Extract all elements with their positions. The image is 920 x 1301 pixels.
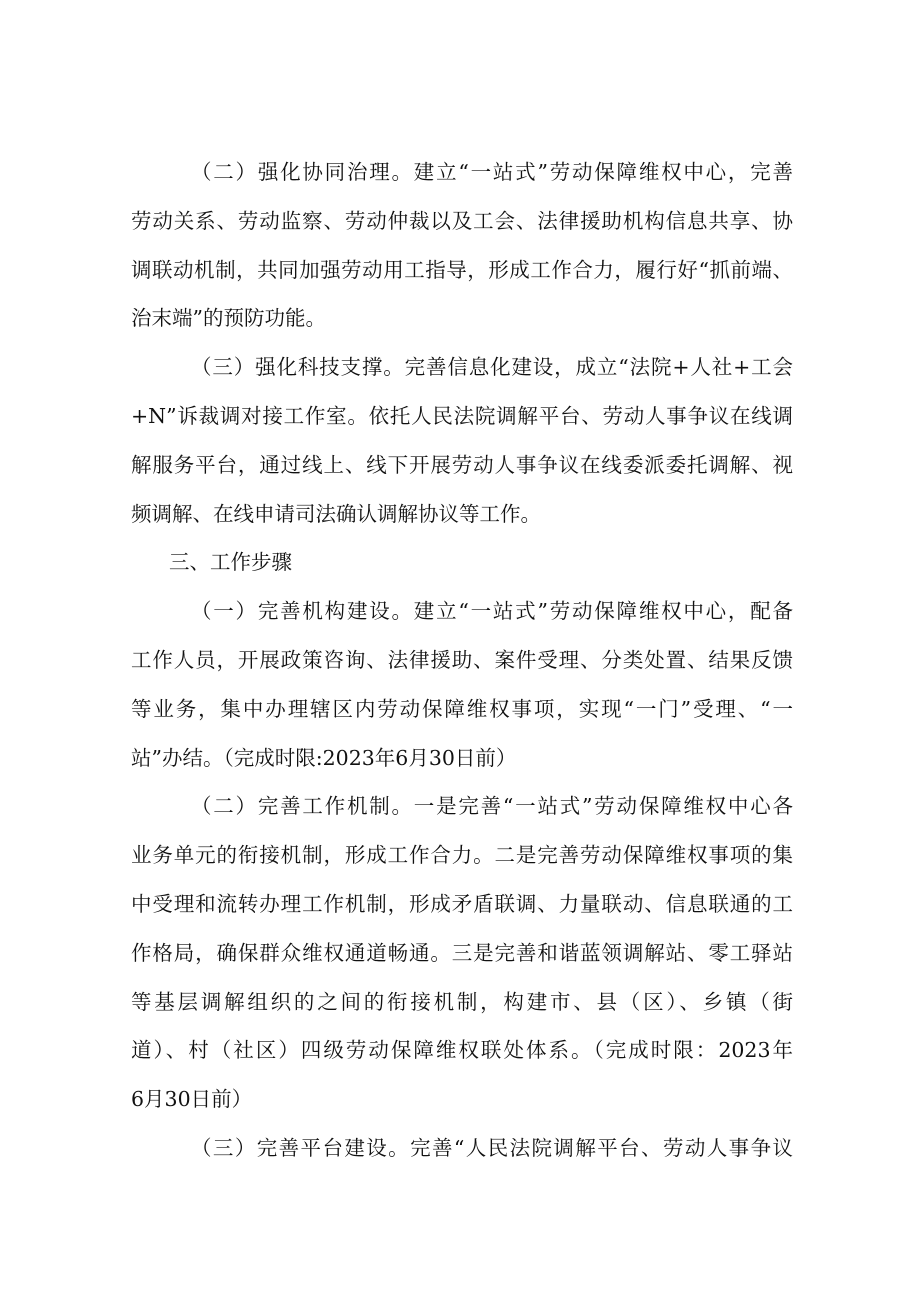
paragraph-line: 作格局，确保群众维权通道畅通。三是完善和谐蓝领调解站、零工驿站 (131, 940, 793, 965)
paragraph-line: 业务单元的衔接机制，形成工作合力。二是完善劳动保障维权事项的集 (131, 843, 793, 868)
paragraph-line: （二）完善工作机制。一是完善“一站式”劳动保障维权中心各 (191, 794, 793, 819)
document-body (131, 152, 793, 1177)
paragraph-line: （二）强化协同治理。建立“一站式”劳动保障维权中心，完善 (191, 160, 793, 184)
paragraph-line: 治末端”的预防功能。 (131, 306, 326, 331)
paragraph-line: 劳动关系、劳动监察、劳动仲裁以及工会、法律援助机构信息共享、协 (131, 208, 793, 233)
paragraph-line: 调联动机制，共同加强劳动用工指导，形成工作合力，履行好“抓前端、 (131, 257, 793, 282)
paragraph-line: 6月30日前） (131, 1087, 253, 1112)
section-heading: 三、工作步骤 (169, 550, 292, 575)
paragraph-line: 解服务平台，通过线上、线下开展劳动人事争议在线委派委托调解、视 (131, 452, 793, 477)
paragraph-line: 等基层调解组织的之间的衔接机制，构建市、县（区）、乡镇（街 (131, 989, 793, 1014)
paragraph-line: 频调解、在线申请司法确认调解协议等工作。 (131, 501, 541, 526)
paragraph-line: 中受理和流转办理工作机制，形成矛盾联调、力量联动、信息联通的工 (131, 891, 793, 916)
paragraph-line: 工作人员，开展政策咨询、法律援助、案件受理、分类处置、结果反馈 (131, 647, 793, 672)
paragraph-line: （一）完善机构建设。建立“一站式”劳动保障维权中心，配备 (191, 599, 793, 624)
paragraph-line: 道）、村（社区）四级劳动保障维权联处体系。（完成时限：2023年 (131, 1038, 793, 1063)
paragraph-line: 站”办结。（完成时限:2023年6月30日前） (131, 745, 517, 770)
paragraph-line: +N”诉裁调对接工作室。依托人民法院调解平台、劳动人事争议在线调 (131, 403, 793, 428)
paragraph-line: （三）完善平台建设。完善“人民法院调解平台、劳动人事争议 (191, 1135, 793, 1160)
paragraph-line: （三）强化科技支撑。完善信息化建设，成立“法院+人社+工会 (191, 355, 793, 380)
paragraph-line: 等业务，集中办理辖区内劳动保障维权事项，实现“一门”受理、“一 (131, 696, 793, 721)
